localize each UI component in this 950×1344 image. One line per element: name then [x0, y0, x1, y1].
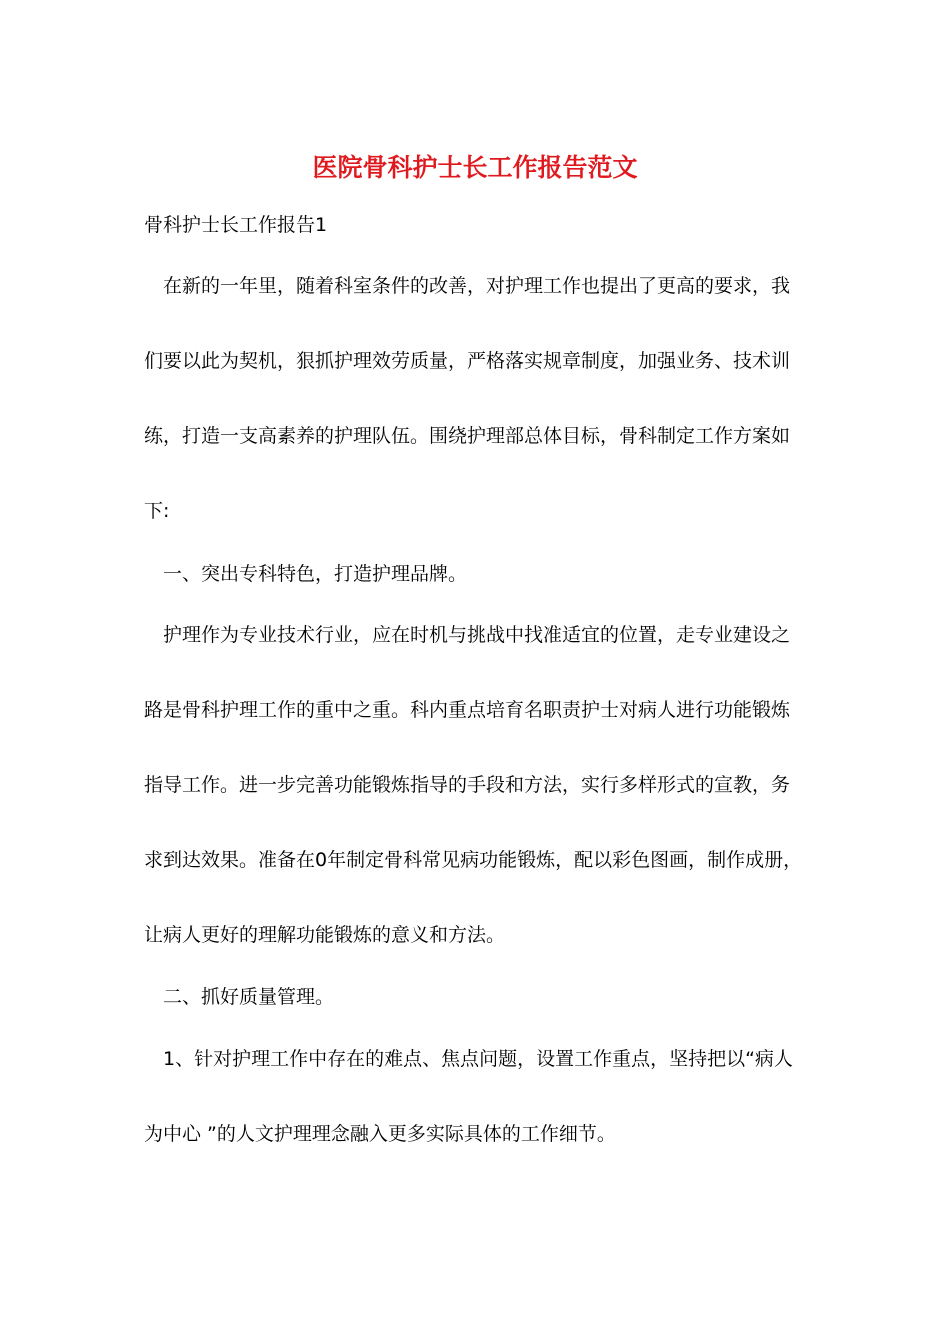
paragraph-line: 路是骨科护理工作的重中之重。科内重点培育名职责护士对病人进行功能锻炼: [144, 699, 791, 721]
section-heading: 二、抓好质量管理。: [163, 986, 335, 1008]
paragraph-line: 练，打造一支高素养的护理队伍。围绕护理部总体目标，骨科制定工作方案如: [144, 425, 791, 447]
report-subtitle: 骨科护士长工作报告1: [144, 214, 328, 236]
paragraph-line: 护理作为专业技术行业，应在时机与挑战中找准适宜的位置，走专业建设之: [163, 624, 791, 646]
paragraph-line: 求到达效果。准备在0年制定骨科常见病功能锻炼，配以彩色图画，制作成册，: [144, 849, 803, 871]
paragraph-line: 1、针对护理工作中存在的难点、焦点问题，设置工作重点，坚持把以“病人: [163, 1048, 793, 1070]
paragraph-line: 们要以此为契机，狠抓护理效劳质量，严格落实规章制度，加强业务、技术训: [144, 350, 791, 372]
section-heading: 一、突出专科特色，打造护理品牌。: [163, 563, 468, 585]
paragraph-line: 为中心 ”的人文护理理念融入更多实际具体的工作细节。: [144, 1123, 616, 1145]
paragraph-line: 下:: [144, 500, 170, 522]
paragraph-line: 让病人更好的理解功能锻炼的意义和方法。: [144, 924, 506, 946]
paragraph-line: 在新的一年里，随着科室条件的改善，对护理工作也提出了更高的要求，我: [163, 275, 791, 297]
paragraph-line: 指导工作。进一步完善功能锻炼指导的手段和方法，实行多样形式的宣教，务: [144, 774, 791, 796]
document-title: 医院骨科护士长工作报告范文: [312, 153, 638, 182]
